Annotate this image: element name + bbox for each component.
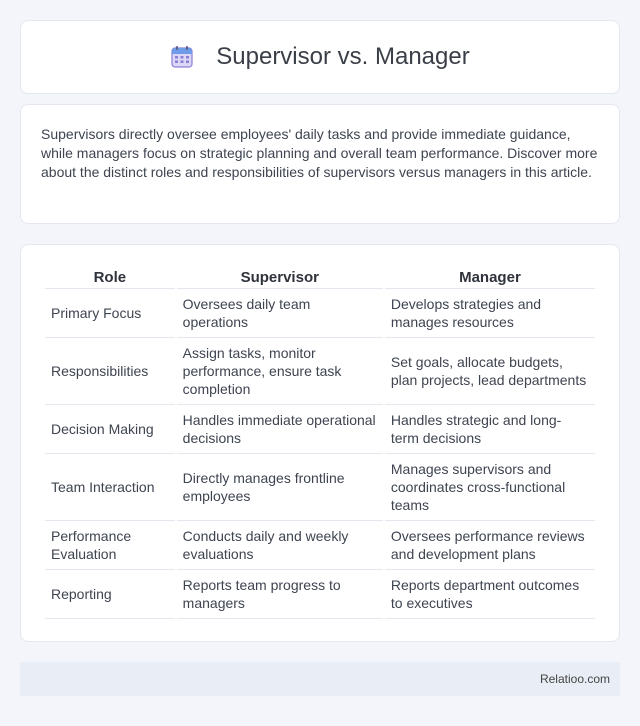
- cell-manager: Reports department outcomes to executives: [385, 570, 595, 619]
- footer: [20, 662, 620, 696]
- intro-card: [20, 104, 620, 224]
- page-title: Supervisor vs. Manager: [216, 43, 470, 70]
- table-row: [45, 338, 595, 405]
- cell-manager: Develops strategies and manages resources: [385, 289, 595, 338]
- cell-supervisor: Oversees daily team operations: [177, 289, 383, 338]
- cell-supervisor: Conducts daily and weekly evaluations: [177, 521, 383, 570]
- comparison-table: [43, 264, 597, 619]
- column-header-manager: Manager: [385, 264, 595, 289]
- cell-role: Team Interaction: [45, 454, 175, 521]
- header-card: [20, 20, 620, 94]
- cell-supervisor: Reports team progress to managers: [177, 570, 383, 619]
- column-header-role: Role: [45, 264, 175, 289]
- table-row: [45, 521, 595, 570]
- column-header-supervisor: Supervisor: [177, 264, 383, 289]
- table-row: [45, 454, 595, 521]
- cell-role: Responsibilities: [45, 338, 175, 405]
- comparison-card: [20, 244, 620, 642]
- intro-text: Supervisors directly oversee employees' daily tasks and provide immediate guidance, while managers focus on strategic planning and overall team performance. Discover more about the distinct roles and responsibilities of supervisors versus managers in this article.: [41, 126, 598, 180]
- cell-supervisor: Assign tasks, monitor performance, ensure task completion: [177, 338, 383, 405]
- cell-role: Primary Focus: [45, 289, 175, 338]
- cell-manager: Oversees performance reviews and development plans: [385, 521, 595, 570]
- cell-manager: Set goals, allocate budgets, plan projects, lead departments: [385, 338, 595, 405]
- cell-manager: Handles strategic and long-term decisions: [385, 405, 595, 454]
- cell-supervisor: Directly manages frontline employees: [177, 454, 383, 521]
- footer-brand[interactable]: Relatioo.com: [539, 672, 610, 686]
- calendar-icon: [170, 45, 194, 69]
- title-wrap: [170, 43, 469, 71]
- cell-role: Decision Making: [45, 405, 175, 454]
- table-row: [45, 405, 595, 454]
- cell-manager: Manages supervisors and coordinates cross-functional teams: [385, 454, 595, 521]
- cell-role: Performance Evaluation: [45, 521, 175, 570]
- cell-role: Reporting: [45, 570, 175, 619]
- cell-supervisor: Handles immediate operational decisions: [177, 405, 383, 454]
- table-header-row: [45, 264, 595, 289]
- table-row: [45, 570, 595, 619]
- table-row: [45, 289, 595, 338]
